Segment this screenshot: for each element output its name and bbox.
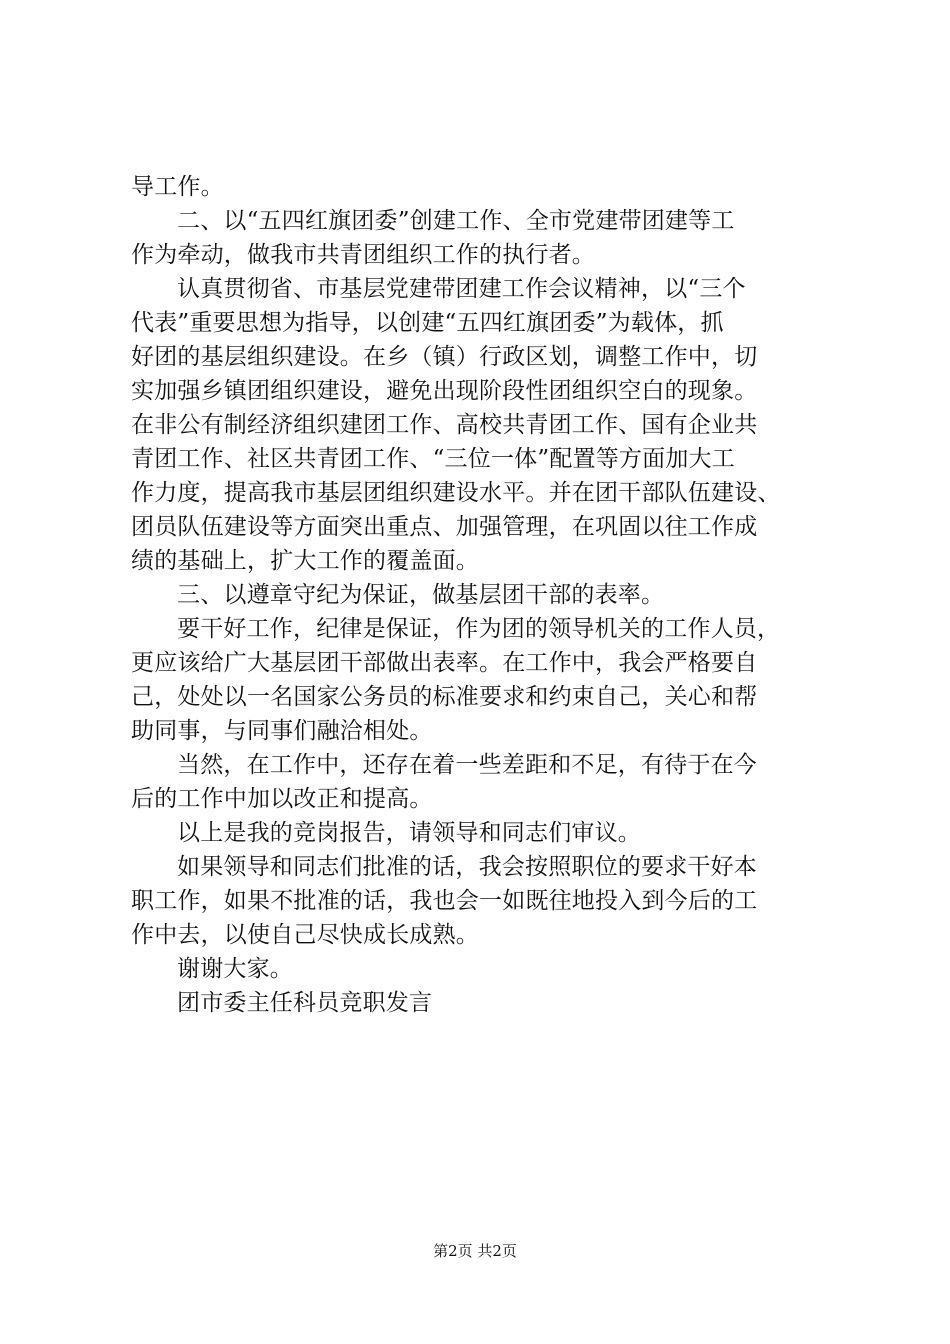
text-line: 助同事，与同事们融洽相处。 <box>131 718 433 744</box>
paragraph-start: 当然，在工作中，还存在着一些差距和不足，有待于在今 <box>177 752 757 778</box>
text-line: 己，处处以一名国家公务员的标准要求和约束自己，关心和帮 <box>131 684 758 710</box>
text-line: 代表”重要思想为指导，以创建“五四红旗团委”为载体，抓 <box>131 310 724 336</box>
section-heading-two: 二、以“五四红旗团委”创建工作、全市党建带团建等工 <box>177 208 735 234</box>
text-line: 实加强乡镇团组织建设，避免出现阶段性团组织空白的现象。 <box>131 378 758 404</box>
paragraph-start: 以上是我的竞岗报告，请领导和同志们审议。 <box>177 820 641 846</box>
text-line: 作中去，以使自己尽快成长成熟。 <box>131 922 479 948</box>
text-line: 好团的基层组织建设。在乡（镇）行政区划，调整工作中，切 <box>131 344 758 370</box>
text-line: 绩的基础上，扩大工作的覆盖面。 <box>131 548 479 574</box>
text-line: 在非公有制经济组织建团工作、高校共青团工作、国有企业共 <box>131 412 758 438</box>
paragraph-start: 如果领导和同志们批准的话，我会按照职位的要求干好本 <box>177 854 757 880</box>
text-line: 更应该给广大基层团干部做出表率。在工作中，我会严格要自 <box>131 650 758 676</box>
paragraph-start: 要干好工作，纪律是保证，作为团的领导机关的工作人员， <box>177 616 781 642</box>
document-body <box>131 170 831 1020</box>
closing-thanks: 谢谢大家。 <box>177 956 293 982</box>
text-line: 作为牵动，做我市共青团组织工作的执行者。 <box>131 242 595 268</box>
text-line: 青团工作、社区共青团工作、“三位一体”配置等方面加大工 <box>131 446 735 472</box>
document-title-line: 团市委主任科员竞职发言 <box>177 990 433 1016</box>
page-number-footer: 第2页 共2页 <box>433 1242 517 1260</box>
text-line-continuation: 导工作。 <box>131 174 224 200</box>
text-line: 后的工作中加以改正和提高。 <box>131 786 433 812</box>
text-line: 团员队伍建设等方面突出重点、加强管理，在巩固以往工作成 <box>131 514 758 540</box>
paragraph-start: 认真贯彻省、市基层党建带团建工作会议精神，以“三个 <box>177 276 746 302</box>
text-line: 作力度，提高我市基层团组织建设水平。并在团干部队伍建设、 <box>131 480 781 506</box>
section-heading-three: 三、以遵章守纪为保证，做基层团干部的表率。 <box>177 582 665 608</box>
text-line: 职工作，如果不批准的话，我也会一如既往地投入到今后的工 <box>131 888 758 914</box>
